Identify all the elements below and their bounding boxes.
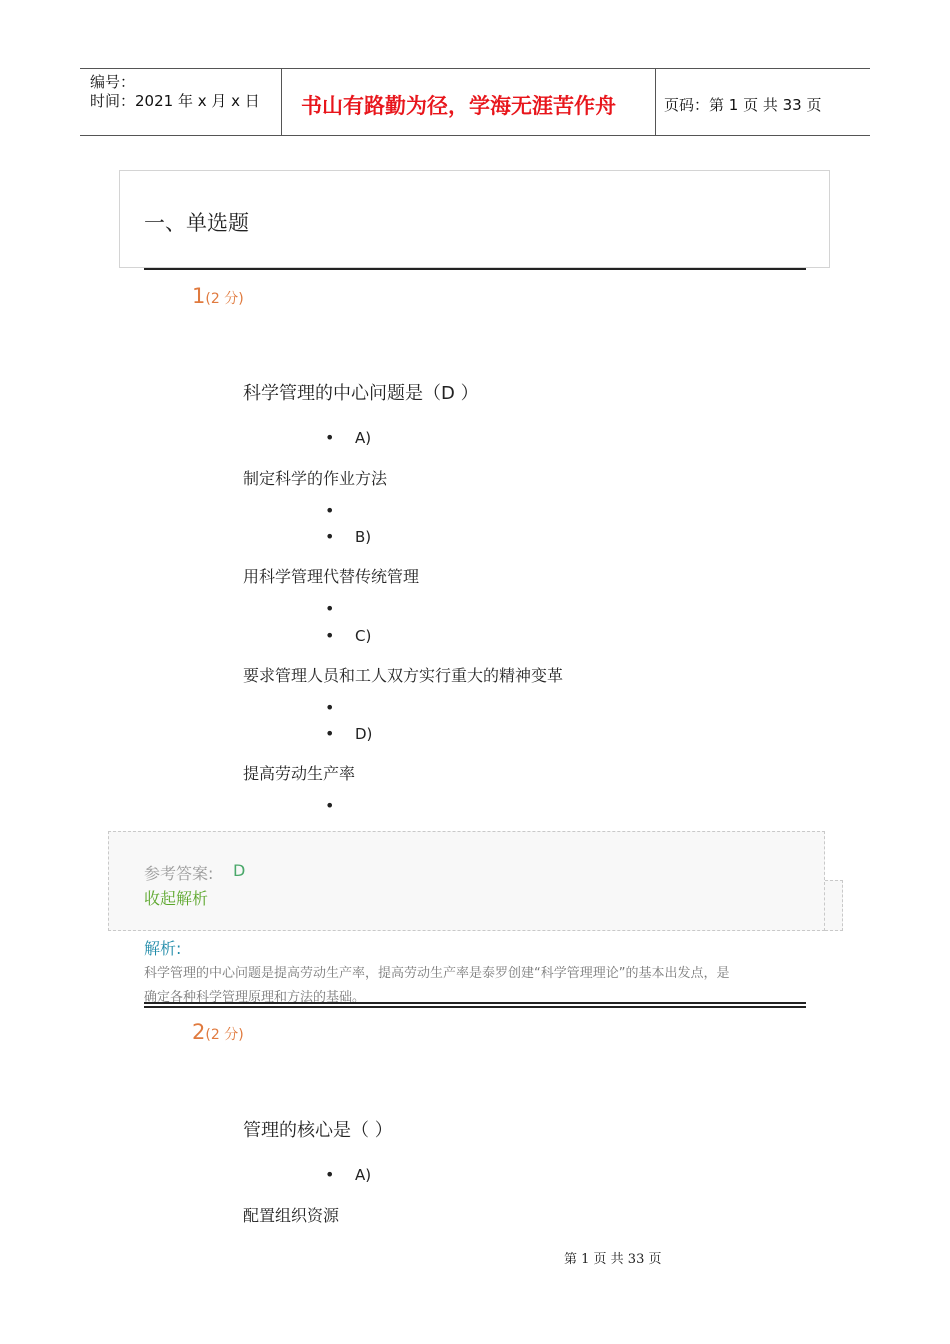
option-bullet: • <box>325 527 335 546</box>
question-1-option-c-text: 要求管理人员和工人双方实行重大的精神变革 <box>243 666 564 685</box>
answer-box <box>108 831 825 931</box>
analysis-text-line-1: 科学管理的中心问题是提高劳动生产率，提高劳动生产率是泰罗创建“科学管理理论”的基本出发点，是 <box>144 966 730 981</box>
question-1-number <box>192 284 244 308</box>
question-1-option-d-text: 提高劳动生产率 <box>243 764 356 783</box>
option-bullet: • <box>325 428 335 447</box>
header-number-label: 编号： <box>90 73 136 91</box>
answer-value: D <box>233 861 246 880</box>
question-2-text: 管理的核心是（ ） <box>243 1120 393 1141</box>
answer-box-extension <box>825 880 843 931</box>
question-1-option-a-label[interactable]: A) <box>355 429 372 447</box>
analysis-text-line-2: 确定各种科学管理原理和方法的基础。 <box>144 990 366 1005</box>
question-separator-rule <box>144 1002 806 1008</box>
footer-page-number: 第 1 页 共 33 页 <box>564 1252 662 1267</box>
question-1-option-a-text: 制定科学的作业方法 <box>243 469 388 488</box>
answer-label: 参考答案: <box>144 864 214 883</box>
option-bullet: • <box>325 724 335 743</box>
question-2-number <box>192 1020 244 1044</box>
collapse-analysis-link[interactable]: 收起解析 <box>144 889 209 908</box>
section-rule <box>144 268 806 270</box>
question-points: (2 分) <box>205 1027 244 1043</box>
option-bullet: • <box>325 796 335 815</box>
option-bullet: • <box>325 599 335 618</box>
question-number: 1 <box>192 284 206 308</box>
question-1-option-c-label[interactable]: C) <box>355 627 372 645</box>
question-1-option-b-label[interactable]: B) <box>355 528 372 546</box>
question-2-option-a-label[interactable]: A) <box>355 1166 372 1184</box>
option-bullet: • <box>325 1165 335 1184</box>
header-page-info: 页码：第 1 页 共 33 页 <box>664 96 822 114</box>
header-divider-right <box>655 68 656 136</box>
option-bullet: • <box>325 501 335 520</box>
option-bullet: • <box>325 698 335 717</box>
question-1-text: 科学管理的中心问题是（D ） <box>243 383 479 404</box>
header-time-label: 时间：2021 年 x 月 x 日 <box>90 92 260 110</box>
header-divider-left <box>281 68 282 136</box>
question-1-option-b-text: 用科学管理代替传统管理 <box>243 567 420 586</box>
option-bullet: • <box>325 626 335 645</box>
header-top-rule <box>80 68 870 69</box>
question-2-option-a-text: 配置组织资源 <box>243 1206 340 1225</box>
question-points: (2 分) <box>205 291 244 307</box>
question-1-option-d-label[interactable]: D) <box>355 725 373 743</box>
question-number: 2 <box>192 1020 206 1044</box>
header-motto: 书山有路勤为径，学海无涯苦作舟 <box>301 93 616 118</box>
analysis-label: 解析: <box>144 939 182 958</box>
header-bottom-rule <box>80 135 870 136</box>
section-title: 一、单选题 <box>144 211 249 235</box>
